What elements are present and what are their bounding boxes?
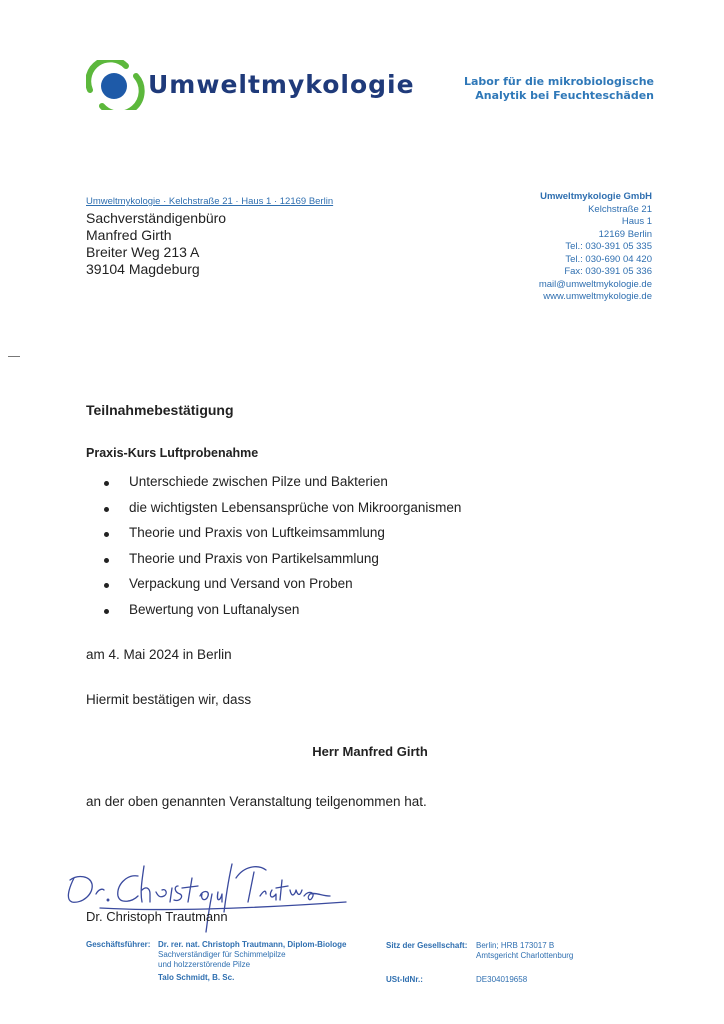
tagline-line: Analytik bei Feuchteschäden [475,89,654,102]
fold-mark [8,356,20,357]
logo-text: Umweltmykologie [148,70,415,99]
company-email: mail@umweltmykologie.de [538,278,652,290]
company-website: www.umweltmykologie.de [543,291,652,302]
topic-item: Verpackung und Versand von Proben [104,576,461,602]
document-title: Teilnahmebestätigung [86,402,234,418]
footer-registered-office [476,941,573,961]
signer-name: Dr. Christoph Trautmann [86,909,228,924]
footer-managing-director-label: Geschäftsführer: [86,940,151,949]
company-contact-block [539,191,652,304]
recipient-line: Breiter Weg 213 A [86,244,200,260]
course-title: Praxis-Kurs Luftprobenahme [86,446,259,460]
topic-item: Theorie und Praxis von Partikelsammlung [104,551,461,577]
company-street: Kelchstraße 21 [588,203,652,215]
handwritten-signature [60,856,350,946]
company-house: Haus 1 [621,216,652,227]
footer-registered-office-label: Sitz der Gesellschaft: [386,941,468,950]
company-tagline [464,75,654,103]
company-city: 12169 Berlin [598,228,652,240]
topic-item: die wichtigsten Lebensansprüche von Mikroorganismen [104,500,461,526]
participant-name-text: Herr Manfred Girth [312,744,428,759]
topic-item: Unterschiede zwischen Pilze und Bakterien [104,474,461,500]
sender-return-address: Umweltmykologie · Kelchstraße 21 · Haus 1 · 12169 Berlin [86,196,334,207]
footer-managing-director [158,940,346,970]
footer-director-desc: Sachverständiger für Schimmelpilze [158,950,286,959]
event-date: am 4. Mai 2024 in Berlin [86,647,232,662]
company-phone-2: Tel.: 030-690 04 420 [565,253,652,265]
footer-director-desc: und holzzerstörende Pilze [158,960,251,969]
company-fax: Fax: 030-391 05 336 [564,266,652,277]
participant-name [0,744,724,759]
recipient-line: Sachverständigenbüro [86,210,227,226]
company-name: Umweltmykologie GmbH [540,191,652,202]
tagline-line: Labor für die mikrobiologische [464,75,654,88]
footer-vat-number: DE304019658 [476,975,528,984]
footer-register-line: Berlin; HRB 173017 B [476,941,555,950]
recipient-line: 39104 Magdeburg [86,261,200,277]
recipient-address [86,210,226,278]
closing-text: an der oben genannten Veranstaltung teilgenommen hat. [86,794,427,809]
logo-mark-icon [86,60,148,110]
company-logo [86,60,415,110]
footer-vat-label: USt-IdNr.: [386,975,423,984]
company-phone-1: Tel.: 030-391 05 335 [565,241,652,252]
footer-director-name: Dr. rer. nat. Christoph Trautmann, Diplom-Biologe [158,940,347,949]
footer-second-director: Talo Schmidt, B. Sc. [158,973,235,982]
footer-register-line: Amtsgericht Charlottenburg [476,951,574,960]
topic-item: Bewertung von Luftanalysen [104,602,461,628]
topic-item: Theorie und Praxis von Luftkeimsammlung [104,525,461,551]
course-topics-list [104,474,461,627]
confirmation-text: Hiermit bestätigen wir, dass [86,692,252,707]
recipient-line: Manfred Girth [86,227,172,243]
